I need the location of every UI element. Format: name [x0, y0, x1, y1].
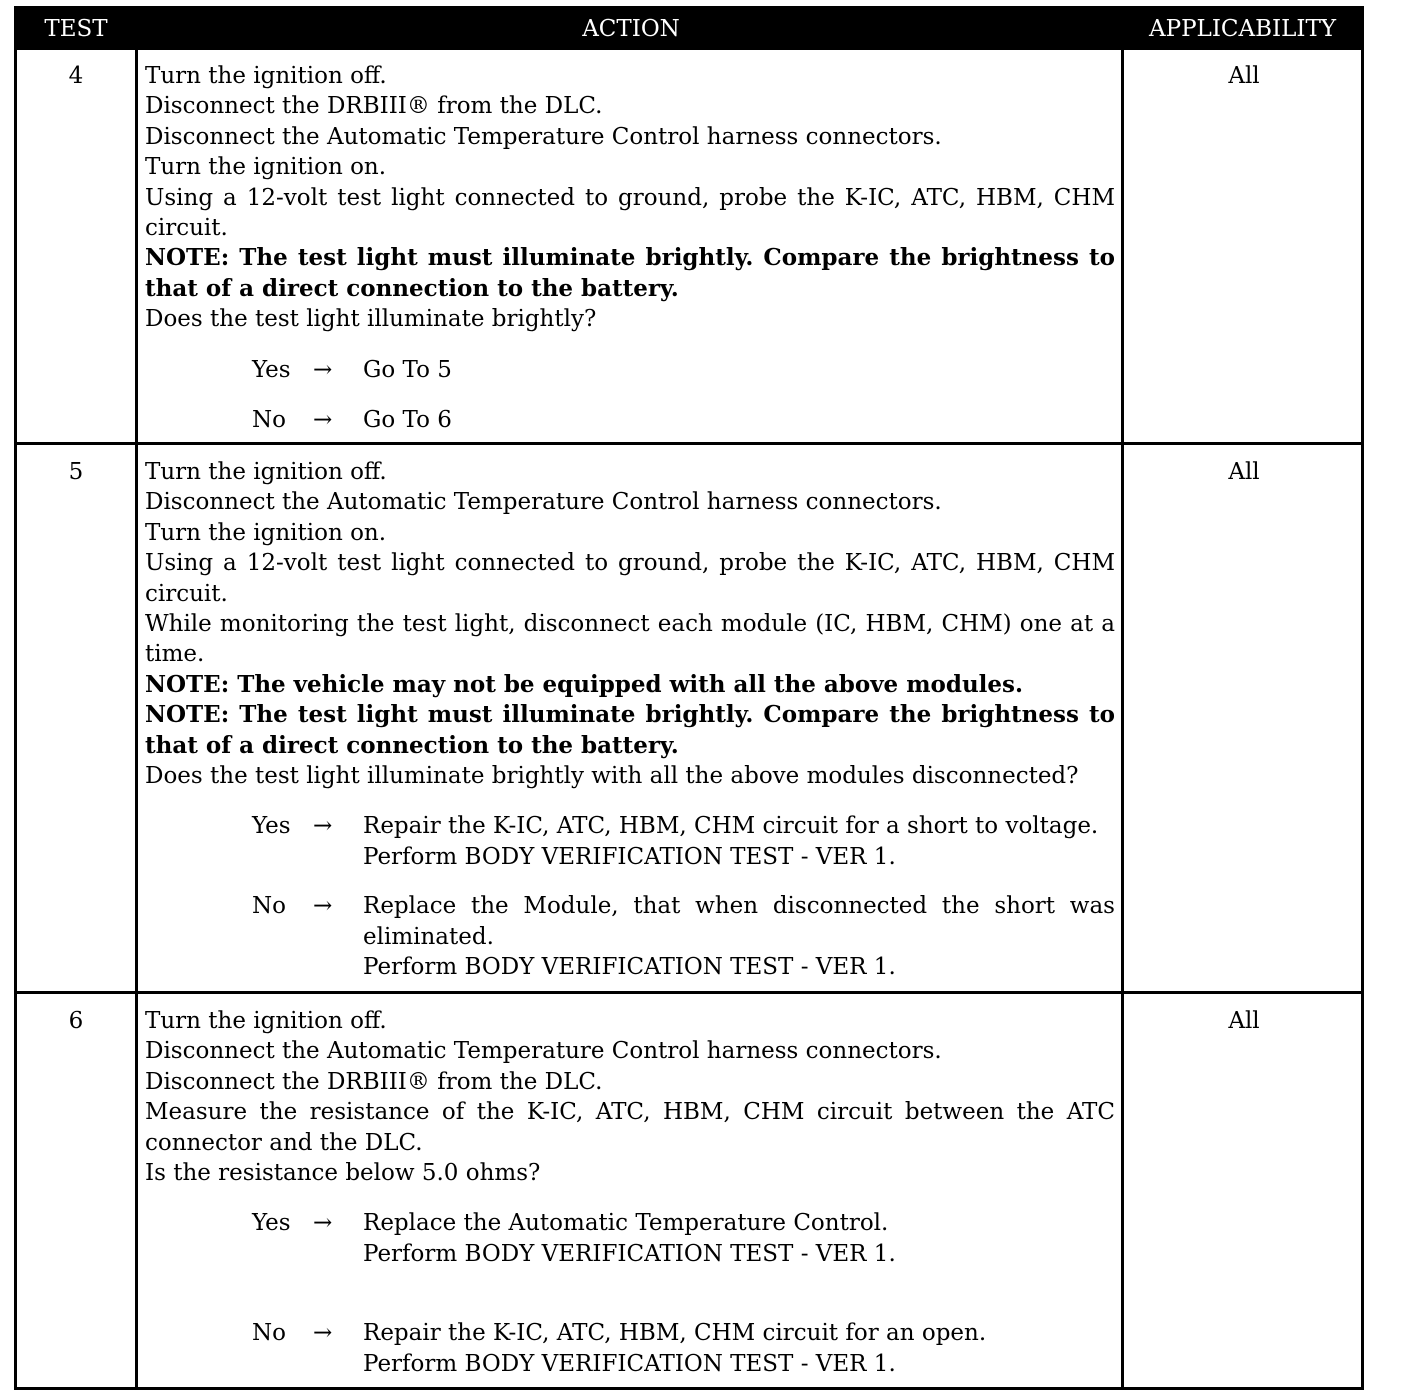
answer-no: [145, 1318, 1115, 1378]
action-line: Using a 12-volt test light connected to ground, probe the K-IC, ATC, HBM, CHM circuit.: [145, 550, 1115, 607]
arrow-icon: →: [313, 813, 333, 840]
applicability-value: All: [1228, 1008, 1260, 1034]
arrow-icon: →: [313, 1320, 333, 1347]
result-line: Go To 5: [363, 356, 452, 383]
answer-no: [145, 405, 1115, 435]
column-divider: [135, 50, 138, 1387]
answer-yes: [145, 811, 1115, 871]
header-applicability: APPLICABILITY: [1149, 16, 1336, 42]
test-number: 4: [68, 63, 84, 89]
answer-yes: [145, 1208, 1115, 1268]
row-divider: [17, 442, 1361, 445]
arrow-icon: →: [313, 356, 333, 383]
result-line: Perform BODY VERIFICATION TEST - VER 1.: [363, 1350, 896, 1377]
action-cell: [145, 457, 1115, 981]
question-line: Is the resistance below 5.0 ohms?: [145, 1160, 541, 1187]
action-line: Disconnect the DRBIII® from the DLC.: [145, 1068, 603, 1095]
action-line: Disconnect the Automatic Temperature Control harness connectors.: [145, 123, 942, 150]
action-line: Turn the ignition off.: [145, 1008, 387, 1034]
arrow-icon: →: [313, 1210, 333, 1237]
question-line: Does the test light illuminate brightly with all the above modules disconnected?: [145, 763, 1079, 790]
applicability-value: All: [1228, 459, 1260, 485]
action-cell: [145, 61, 1115, 435]
answer-result: [363, 811, 1115, 872]
answer-result: [363, 355, 1115, 385]
action-line: Turn the ignition on.: [145, 154, 387, 181]
answer-label: No: [252, 406, 286, 433]
result-line: Replace the Automatic Temperature Control.: [363, 1210, 889, 1237]
result-line: Go To 6: [363, 406, 452, 433]
answer-label: Yes: [252, 1210, 291, 1237]
result-line: Repair the K-IC, ATC, HBM, CHM circuit for a short to voltage.: [363, 813, 1099, 840]
arrow-icon: →: [313, 893, 333, 920]
action-line: Disconnect the Automatic Temperature Control harness connectors.: [145, 1038, 942, 1065]
column-divider: [1121, 50, 1124, 1387]
answer-label: Yes: [252, 813, 291, 840]
answer-yes: [145, 355, 1115, 385]
action-line: Turn the ignition on.: [145, 519, 387, 546]
applicability-value: All: [1228, 63, 1260, 89]
answer-result: [363, 1318, 1115, 1379]
note-line: NOTE: The vehicle may not be equipped with all the above modules.: [145, 670, 1024, 698]
header-action: ACTION: [582, 16, 680, 42]
answer-label: No: [252, 1320, 286, 1347]
result-line: Repair the K-IC, ATC, HBM, CHM circuit for an open.: [363, 1320, 987, 1347]
question-line: Does the test light illuminate brightly?: [145, 306, 597, 333]
action-line: Using a 12-volt test light connected to ground, probe the K-IC, ATC, HBM, CHM circuit.: [145, 184, 1115, 242]
result-line: Perform BODY VERIFICATION TEST - VER 1.: [363, 954, 896, 981]
answer-result: [363, 891, 1115, 982]
answer-result: [363, 1208, 1115, 1269]
answer-label: No: [252, 893, 286, 920]
note-line: NOTE: The test light must illuminate brightly. Compare the brightness to that of a direct connection to the battery.: [145, 244, 1115, 302]
action-line: Turn the ignition off.: [145, 63, 387, 89]
result-line: Perform BODY VERIFICATION TEST - VER 1.: [363, 1240, 896, 1267]
action-line: While monitoring the test light, disconnect each module (IC, HBM, CHM) one at a time.: [145, 611, 1115, 668]
test-number: 5: [68, 459, 84, 485]
action-line: Turn the ignition off.: [145, 459, 387, 485]
table-header: [17, 9, 1361, 50]
test-number: 6: [68, 1008, 84, 1034]
result-line: Perform BODY VERIFICATION TEST - VER 1.: [363, 843, 896, 870]
arrow-icon: →: [313, 406, 333, 433]
action-cell: [145, 1006, 1115, 1378]
result-line: Replace the Module, that when disconnected the short was eliminated.: [363, 893, 1115, 950]
action-line: Disconnect the Automatic Temperature Control harness connectors.: [145, 489, 942, 516]
diagnostic-table: [14, 6, 1364, 1390]
action-line: Disconnect the DRBIII® from the DLC.: [145, 93, 603, 120]
action-line: Measure the resistance of the K-IC, ATC, HBM, CHM circuit between the ATC connector and the DLC.: [145, 1099, 1115, 1156]
header-test: TEST: [44, 16, 108, 42]
answer-result: [363, 405, 1115, 435]
row-divider: [17, 991, 1361, 994]
note-line: NOTE: The test light must illuminate brightly. Compare the brightness to that of a direct connection to the battery.: [145, 701, 1115, 759]
answer-label: Yes: [252, 356, 291, 383]
answer-no: [145, 891, 1115, 981]
